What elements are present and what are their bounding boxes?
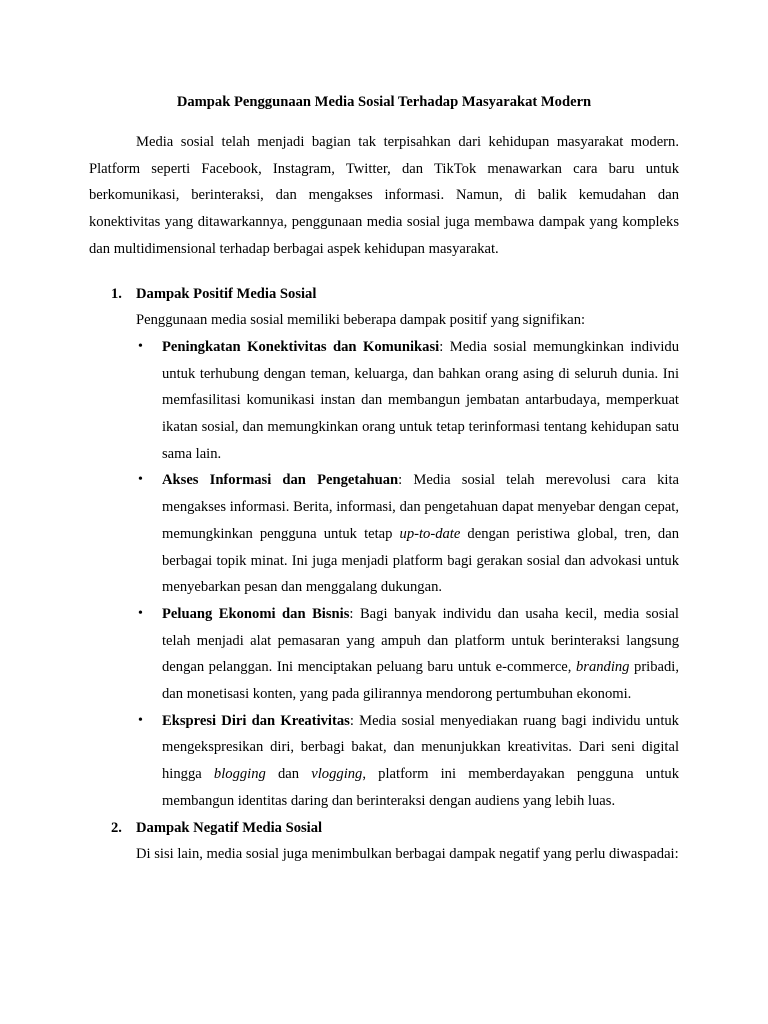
item-term: Peningkatan Konektivitas dan Komunikasi xyxy=(162,338,440,355)
intro-paragraph: Media sosial telah menjadi bagian tak terpisahkan dari kehidupan masyarakat modern. Platform seperti Facebook, Instagram, Twitter, dan TikTok menawarkan cara baru untuk berkomunikasi, berinteraksi, dan mengakses informasi. Namun, di balik kemudahan dan konektivitas yang ditawarkannya, penggunaan media sosial juga membawa dampak yang kompleks dan multidimensional terhadap berbagai aspek kehidupan masyarakat. xyxy=(89,134,679,257)
list-item xyxy=(138,467,680,601)
item-text: : Bagi banyak individu dan usaha kecil, media sosial telah menjadi alat pemasaran yang ampuh dan platform untuk berinteraksi langsung dengan pelanggan. Ini menciptakan peluang baru untuk e-commerce, xyxy=(162,605,679,676)
list-item xyxy=(138,334,679,468)
item-text: dan xyxy=(265,766,312,783)
bullet-icon: • xyxy=(138,712,143,728)
item-text: : Media sosial menyediakan ruang bagi individu untuk mengekspresikan diri, berbagi bakat, dan menunjukkan kreativitas. Dari seni digital hingga xyxy=(162,712,679,783)
item-emphasis: branding xyxy=(575,659,630,676)
item-text: dengan peristiwa global, tren, dan berbagai topik minat. Ini juga menjadi platform bagi gerakan sosial dan advokasi untuk menyebarkan pesan dan menggalang dukungan. xyxy=(162,525,679,596)
section-heading xyxy=(89,281,679,308)
section-number: 2. xyxy=(111,819,122,836)
section-heading-text: Dampak Negatif Media Sosial xyxy=(136,819,323,836)
item-emphasis: up-to-date xyxy=(399,525,461,542)
list-item xyxy=(138,601,680,708)
bullet-icon: • xyxy=(138,605,143,621)
list-item xyxy=(138,708,679,815)
section-negative-impact xyxy=(89,815,679,868)
section-lead-paragraph: Di sisi lain, media sosial juga menimbulkan berbagai dampak negatif yang perlu diwaspadai: xyxy=(136,846,679,863)
section-heading-text: Dampak Positif Media Sosial xyxy=(136,285,317,302)
item-text: pribadi, dan monetisasi konten, yang pada gilirannya mendorong pertumbuhan ekonomi. xyxy=(162,659,680,703)
item-term: Ekspresi Diri dan Kreativitas xyxy=(162,712,350,729)
item-emphasis: blogging xyxy=(213,766,266,783)
item-term: Akses Informasi dan Pengetahuan xyxy=(162,472,399,489)
item-emphasis: vlogging xyxy=(311,766,363,783)
item-text: : Media sosial memungkinkan individu untuk terhubung dengan teman, keluarga, dan bahkan orang asing di seluruh dunia. Ini memfasilitasi komunikasi instan dan membangun jembatan antarbudaya, memperkuat ikatan sosial, dan memungkinkan orang untuk tetap terinformasi tentang kehidupan satu sama lain. xyxy=(162,338,679,462)
bullet-icon: • xyxy=(138,338,143,354)
item-term: Peluang Ekonomi dan Bisnis xyxy=(162,605,350,622)
section-positive-impact xyxy=(89,281,679,815)
section-lead-paragraph: Penggunaan media sosial memiliki beberapa dampak positif yang signifikan: xyxy=(136,312,586,329)
document-title: Dampak Penggunaan Media Sosial Terhadap Masyarakat Modern xyxy=(176,94,592,110)
item-text: , platform ini memberdayakan pengguna untuk membangun identitas daring dan berinteraksi dengan audiens yang lebih luas. xyxy=(162,766,679,809)
section-number: 1. xyxy=(111,285,122,302)
item-text: : Media sosial telah merevolusi cara kita mengakses informasi. Berita, informasi, dan pengetahuan dapat menyebar dengan cepat, memungkinkan pengguna untuk tetap xyxy=(162,472,680,542)
section-heading xyxy=(89,815,679,842)
bullet-icon: • xyxy=(138,472,143,488)
bullet-list xyxy=(89,334,679,815)
